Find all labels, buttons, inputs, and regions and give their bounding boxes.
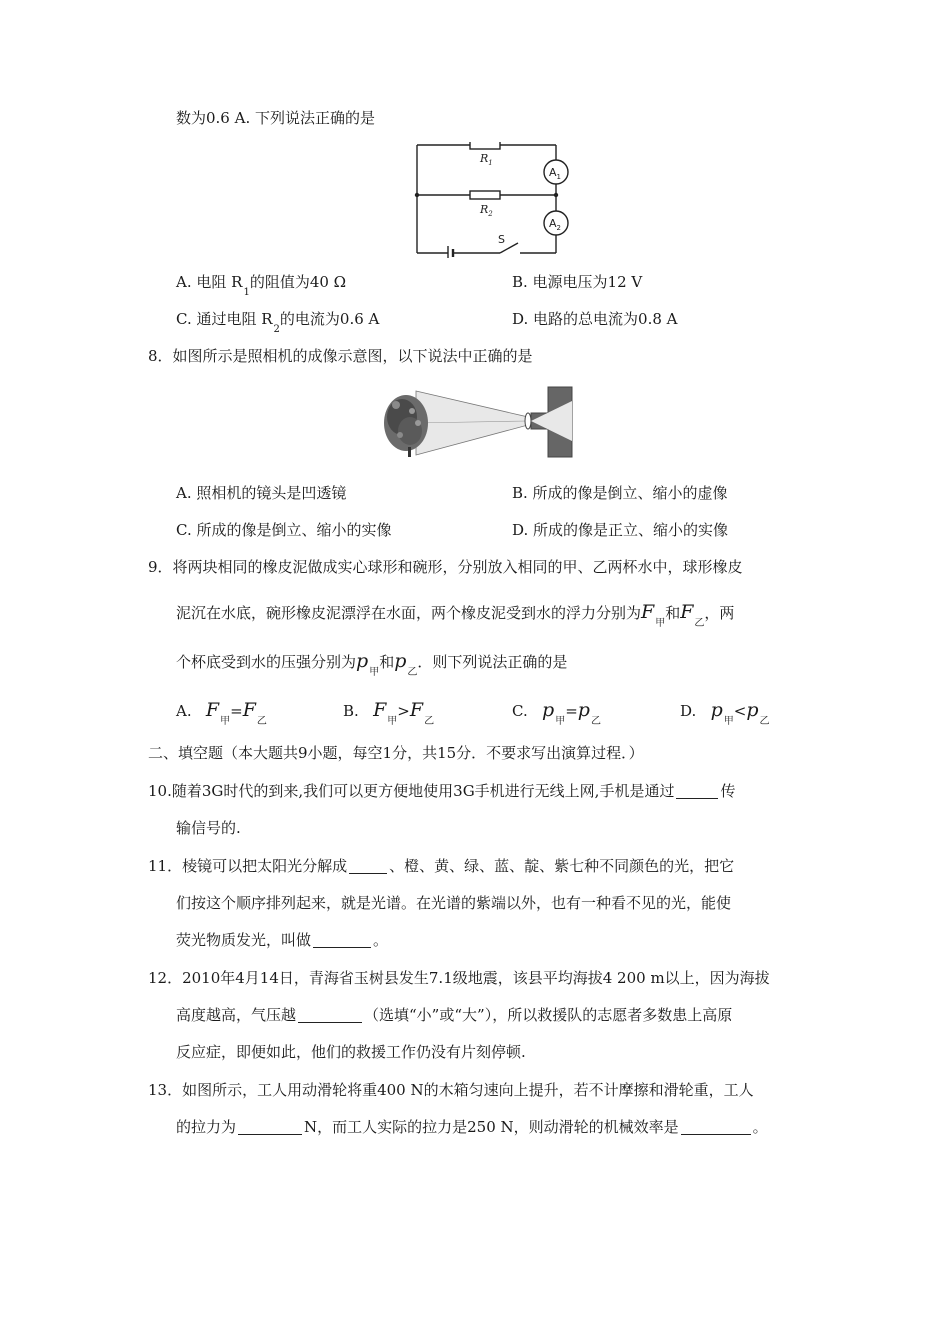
q13-line-2: 的拉力为 N，而工人实际的拉力是250 N，则动滑轮的机械效率是 。: [176, 1118, 768, 1136]
resistor-r1: [470, 142, 500, 149]
q12-line-1: 12．2010年4月14日，青海省玉树县发生7.1级地震，该县平均海拔4 200 m以上，因为海拔: [148, 969, 770, 987]
q8-option-c: C. 所成的像是倒立、缩小的实像: [176, 521, 392, 539]
q9-option-c: C. $p_甲=p_乙$: [512, 699, 601, 727]
q11-blank-2[interactable]: [313, 932, 371, 948]
q9-option-b: B. $F_甲>F_乙$: [343, 699, 435, 727]
q9-line-3: 个杯底受到水的压强分别为$p_甲$和$p_乙$．则下列说法正确的是: [176, 650, 568, 678]
camera-diagram: [378, 383, 578, 461]
q7-option-b: B. 电源电压为12 V: [512, 273, 643, 291]
q7-option-d: D. 电路的总电流为0.8 A: [512, 310, 678, 328]
svg-text:R2: $R_2$: [480, 203, 493, 218]
q9-option-a: A. $F_甲=F_乙$: [176, 699, 267, 727]
q11-line-2: 们按这个顺序排列起来，就是光谱。在光谱的紫端以外，也有一种看不见的光，能使: [176, 894, 732, 912]
r1-label: R: [480, 152, 489, 165]
r2-label: R: [480, 203, 489, 216]
q13-blank-2[interactable]: [681, 1119, 751, 1135]
resistor-r2: [470, 191, 500, 199]
q13-blank-1[interactable]: [238, 1119, 302, 1135]
svg-text:A1: $A_1$: [549, 166, 561, 181]
q8-option-b: B. 所成的像是倒立、缩小的虚像: [512, 484, 728, 502]
q11-blank-1[interactable]: [349, 858, 387, 874]
q12-line-3: 反应症，即便如此，他们的救援工作仍没有片刻停顿.: [176, 1043, 526, 1061]
camera-body-icon: [531, 387, 572, 457]
q13-line-1: 13．如图所示，工人用动滑轮将重400 N的木箱匀速向上提升，若不计摩擦和滑轮重，工人: [148, 1081, 754, 1099]
q11-line-1: 11．棱镜可以把太阳光分解成 、橙、黄、绿、蓝、靛、紫七种不同颜色的光，把它: [148, 857, 735, 875]
q10-line-2: 输信号的.: [176, 819, 241, 837]
q10-line-1: 10.随着3G时代的到来,我们可以更方便地使用3G手机进行无线上网,手机是通过 传: [148, 782, 736, 800]
svg-text:A2: $A_2$: [549, 217, 561, 232]
circuit-diagram: [412, 142, 582, 258]
q9-line-2: 泥沉在水底，碗形橡皮泥漂浮在水面，两个橡皮泥受到水的浮力分别为$F_甲$和$F_乙$，两: [176, 601, 735, 629]
q9-line-1: 9．将两块相同的橡皮泥做成实心球形和碗形，分别放入相同的甲、乙两杯水中，球形橡皮: [148, 558, 743, 576]
section-2-heading: 二、填空题（本大题共9小题，每空1分，共15分．不要求写出演算过程．）: [148, 744, 644, 762]
a2-label: A: [549, 217, 557, 230]
q7-option-a: A. 电阻 $R_1$的阻值为40 Ω: [176, 273, 347, 298]
q7-stem-tail: 数为0.6 A. 下列说法正确的是: [176, 109, 375, 127]
q10-blank[interactable]: [676, 783, 718, 799]
q11-line-3: 荧光物质发光，叫做 。: [176, 931, 389, 949]
q7-option-c: C. 通过电阻 $R_2$的电流为0.6 A: [176, 310, 380, 335]
q9-option-d: D. $p_甲<p_乙$: [680, 699, 770, 727]
q12-line-2: 高度越高，气压越 （选填“小”或“大”），所以救援队的志愿者多数患上高原: [176, 1006, 733, 1024]
q12-blank[interactable]: [298, 1007, 362, 1023]
q8-option-a: A. 照相机的镜头是凹透镜: [176, 484, 347, 502]
lens-icon: [525, 413, 531, 429]
switch-label: S: [498, 233, 505, 246]
svg-text:R1: $R_1$: [480, 152, 493, 167]
q8-option-d: D. 所成的像是正立、缩小的实像: [512, 521, 729, 539]
a1-label: A: [549, 166, 557, 179]
q8-stem: 8．如图所示是照相机的成像示意图，以下说法中正确的是: [148, 347, 533, 365]
